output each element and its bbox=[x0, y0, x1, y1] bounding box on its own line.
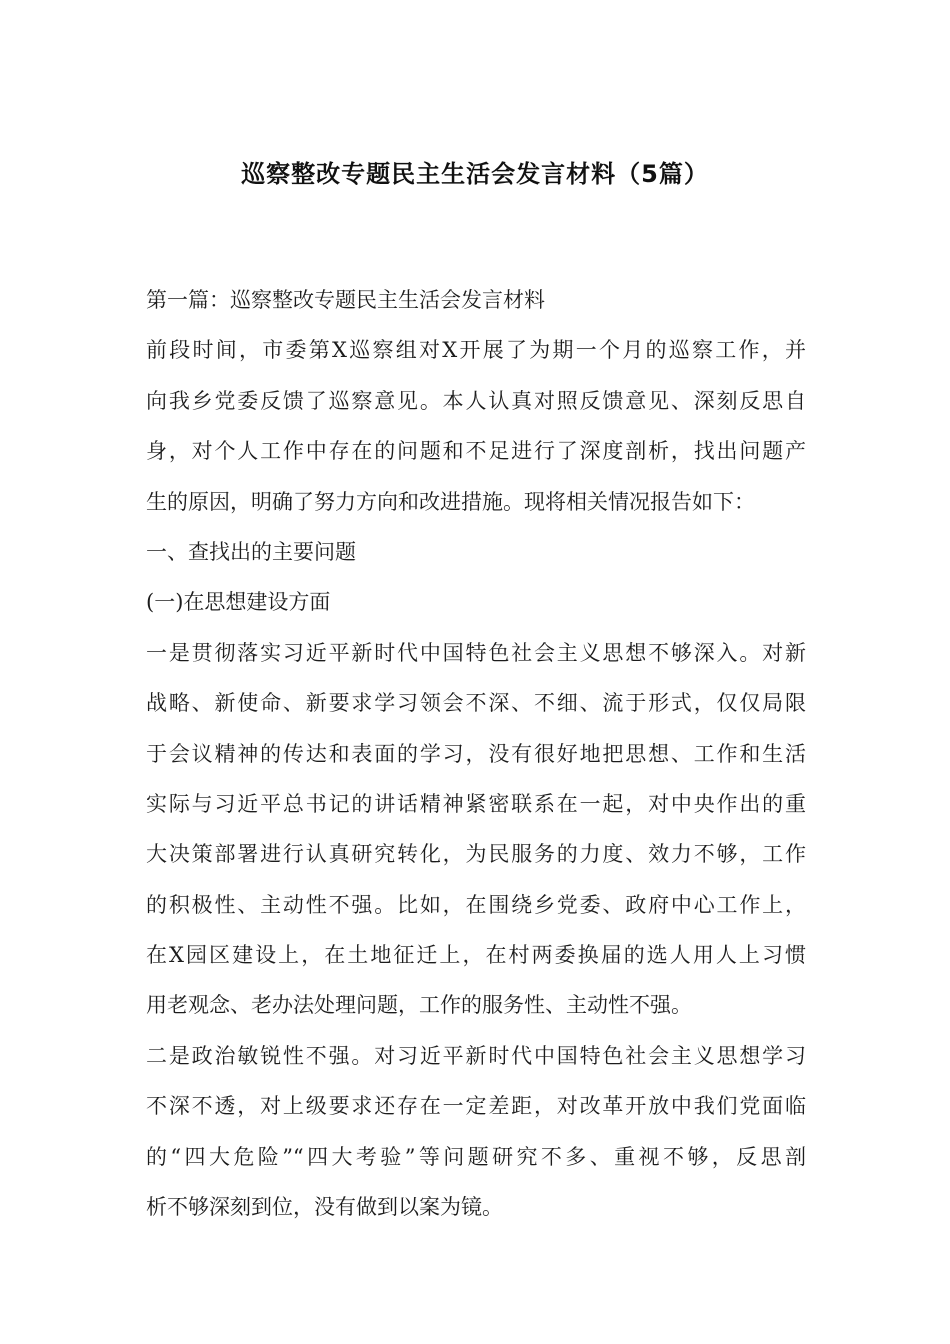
text-line: 析不够深刻到位，没有做到以案为镜。 bbox=[146, 1195, 503, 1220]
text-line: 战略、新使命、新要求学习领会不深、不细、流于形式，仅仅局限 bbox=[146, 691, 806, 716]
document-body bbox=[146, 282, 806, 1239]
text-line: 的“四大危险”“四大考验”等问题研究不多、重视不够，反思剖 bbox=[146, 1144, 806, 1169]
text-line: 实际与习近平总书记的讲话精神紧密联系在一起，对中央作出的重 bbox=[146, 791, 806, 816]
text-line: 一、查找出的主要问题 bbox=[146, 539, 356, 564]
text-line: 向我乡党委反馈了巡察意见。本人认真对照反馈意见、深刻反思自 bbox=[146, 388, 806, 413]
text-line: (一)在思想建设方面 bbox=[146, 590, 331, 615]
text-line: 一是贯彻落实习近平新时代中国特色社会主义思想不够深入。对新 bbox=[146, 640, 806, 665]
text-line: 用老观念、老办法处理问题，工作的服务性、主动性不强。 bbox=[146, 993, 692, 1018]
text-line: 于会议精神的传达和表面的学习，没有很好地把思想、工作和生活 bbox=[146, 741, 806, 766]
text-line: 不深不透，对上级要求还存在一定差距，对改革开放中我们党面临 bbox=[146, 1094, 806, 1119]
text-line: 前段时间，市委第X巡察组对X开展了为期一个月的巡察工作，并 bbox=[146, 338, 806, 363]
text-line: 在X园区建设上，在土地征迁上，在村两委换届的选人用人上习惯 bbox=[146, 943, 806, 968]
text-line: 第一篇：巡察整改专题民主生活会发言材料 bbox=[146, 288, 545, 312]
text-line: 身，对个人工作中存在的问题和不足进行了深度剖析，找出问题产 bbox=[146, 439, 806, 464]
text-line: 生的原因，明确了努力方向和改进措施。现将相关情况报告如下： bbox=[146, 489, 755, 514]
text-line: 大决策部署进行认真研究转化，为民服务的力度、效力不够，工作 bbox=[146, 842, 806, 867]
text-line: 的积极性、主动性不强。比如，在围绕乡党委、政府中心工作上， bbox=[146, 892, 806, 917]
document-title: 巡察整改专题民主生活会发言材料（5篇） bbox=[241, 160, 709, 188]
text-line: 二是政治敏锐性不强。对习近平新时代中国特色社会主义思想学习 bbox=[146, 1043, 806, 1068]
